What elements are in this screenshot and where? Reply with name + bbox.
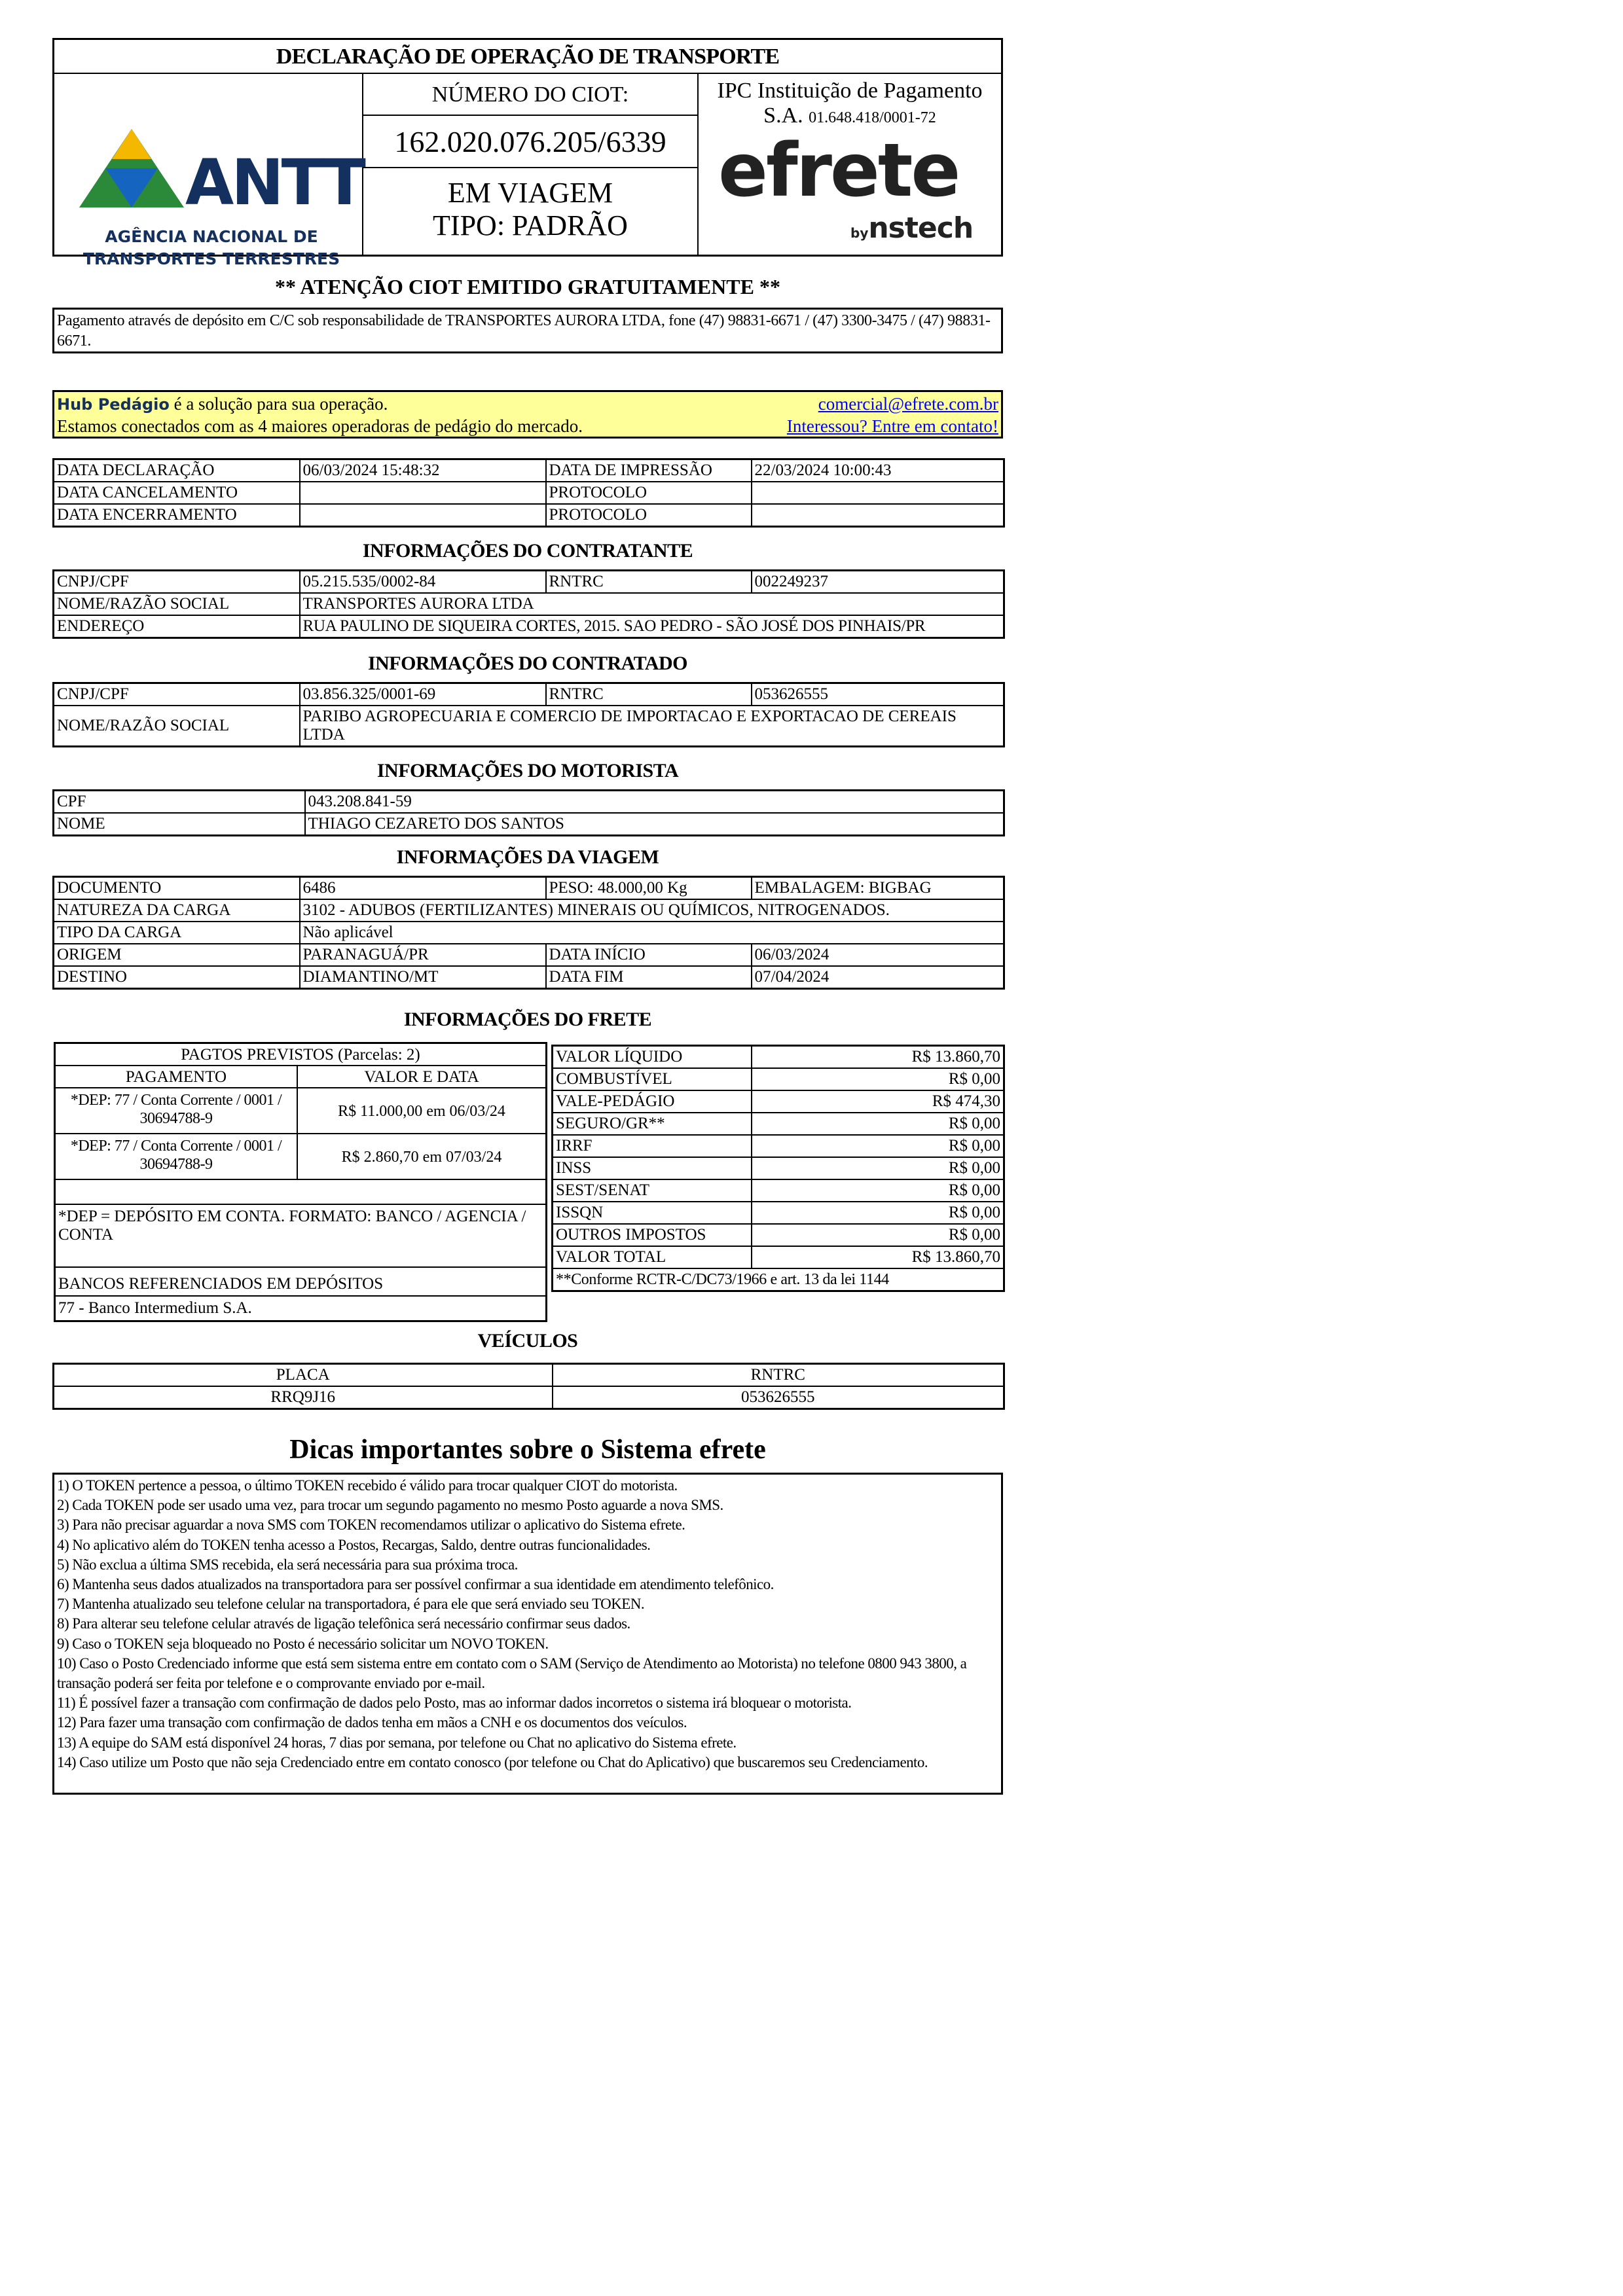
banner-bold: Hub Pedágio	[57, 395, 170, 414]
antt-logo-text: ANTT	[185, 146, 363, 219]
table-row	[553, 1157, 1004, 1179]
nstech-name: nstech	[868, 211, 974, 245]
endereco-value: RUA PAULINO DE SIQUEIRA CORTES, 2015. SAO PEDRO - SÃO JOSÉ DOS PINHAIS/PR	[300, 615, 1004, 638]
banner-contact-link[interactable]: Interessou? Entre em contato!	[786, 416, 998, 436]
contratante-table	[52, 569, 1005, 639]
section-viagem: INFORMAÇÕES DA VIAGEM	[396, 846, 659, 868]
valor-value: R$ 0,00	[752, 1202, 1004, 1224]
table-row	[54, 877, 1004, 900]
table-row	[553, 1113, 1004, 1135]
pagto-1-pagamento: *DEP: 77 / Conta Corrente / 0001 / 30694788-9	[56, 1088, 298, 1134]
rntrc-label: RNTRC	[546, 683, 752, 706]
peso-value: PESO: 48.000,00 Kg	[546, 877, 752, 900]
endereco-label: ENDEREÇO	[54, 615, 300, 638]
protocolo-label: PROTOCOLO	[546, 504, 752, 527]
dica-item: 9) Caso o TOKEN seja bloqueado no Posto é necessário solicitar um NOVO TOKEN.	[57, 1635, 549, 1652]
valor-label: ISSQN	[553, 1202, 752, 1224]
pagto-2-valor: R$ 2.860,70 em 07/03/24	[298, 1134, 545, 1180]
dica-item: 12) Para fazer uma transação com confirmação de dados tenha em mãos a CNH e os documentos dos veículos.	[57, 1714, 687, 1731]
valor-value: R$ 13.860,70	[752, 1046, 1004, 1069]
rntrc-value: 002249237	[752, 571, 1004, 594]
table-row	[54, 504, 1004, 527]
cpf-label: CPF	[54, 791, 305, 814]
valores-table	[551, 1045, 1005, 1292]
table-row	[553, 1135, 1004, 1157]
valor-label: VALOR TOTAL	[553, 1246, 752, 1268]
nome-label: NOME	[54, 813, 305, 836]
origem-value: PARANAGUÁ/PR	[300, 944, 546, 966]
table-row	[54, 966, 1004, 989]
data-inicio-value: 06/03/2024	[752, 944, 1004, 966]
dica-item: 5) Não exclua a última SMS recebida, ela será necessária para sua próxima troca.	[57, 1556, 518, 1573]
table-row	[54, 615, 1004, 638]
table-row	[553, 1068, 1004, 1090]
protocolo-label: PROTOCOLO	[546, 482, 752, 504]
dica-item: 1) O TOKEN pertence a pessoa, o último TOKEN recebido é válido para trocar qualquer CIOT do motorista.	[57, 1477, 678, 1494]
data-inicio-label: DATA INÍCIO	[546, 944, 752, 966]
impressao-value: 22/03/2024 10:00:43	[752, 459, 1004, 482]
nstech-by: by	[850, 225, 869, 241]
dica-item: 11) É possível fazer a transação com confirmação de dados pelo Posto, mas ao informar dados incorretos o sistema irá bloquear o motorista.	[57, 1695, 852, 1712]
pagtos-col-pagamento: PAGAMENTO	[56, 1066, 298, 1088]
data-fim-value: 07/04/2024	[752, 966, 1004, 989]
cnpj-label: CNPJ/CPF	[54, 683, 300, 706]
ciot-label: NÚMERO DO CIOT:	[363, 74, 697, 116]
dica-item: 2) Cada TOKEN pode ser usado uma vez, para trocar um segundo pagamento no mesmo Posto aguarde a nova SMS.	[57, 1497, 723, 1514]
table-row	[54, 683, 1004, 706]
table-row	[54, 899, 1004, 922]
dep-note: *DEP = DEPÓSITO EM CONTA. FORMATO: BANCO / AGENCIA / CONTA	[56, 1205, 545, 1268]
impressao-label: DATA DE IMPRESSÃO	[546, 459, 752, 482]
ipc-cnpj: 01.648.418/0001-72	[809, 109, 936, 126]
banner-line1-rest: é a solução para sua operação.	[169, 394, 388, 414]
table-row	[553, 1179, 1004, 1202]
ipc-line1: IPC Instituição de Pagamento	[717, 79, 983, 103]
section-veiculos: VEÍCULOS	[477, 1330, 578, 1352]
attention-text: ** ATENÇÃO CIOT EMITIDO GRATUITAMENTE **	[275, 275, 780, 298]
valor-label: SEST/SENAT	[553, 1179, 752, 1202]
dicas-title: Dicas importantes sobre o Sistema efrete	[289, 1435, 766, 1465]
valor-value: R$ 0,00	[752, 1135, 1004, 1157]
documento-label: DOCUMENTO	[54, 877, 300, 900]
rntrc-label: RNTRC	[546, 571, 752, 594]
dica-item: 13) A equipe do SAM está disponível 24 horas, 7 dias por semana, por telefone ou Chat no aplicativo do Sistema efrete.	[57, 1734, 737, 1751]
valor-value: R$ 0,00	[752, 1157, 1004, 1179]
natureza-label: NATUREZA DA CARGA	[54, 899, 300, 922]
valor-label: OUTROS IMPOSTOS	[553, 1224, 752, 1246]
ipc-sa: S.A.	[763, 103, 803, 128]
pagtos-col-valor: VALOR E DATA	[298, 1066, 545, 1088]
dica-item: 10) Caso o Posto Credenciado informe que está sem sistema entre em contato com o SAM (Serviço de Atendimento ao Motorista) no telefone 0800 943 3800, a transação poderá ser feita por telefone e o comprovante enviado por e-mail.	[57, 1655, 967, 1692]
rntrc-value: 053626555	[553, 1386, 1004, 1409]
ciot-tipo: TIPO: PADRÃO	[433, 209, 628, 242]
col-rntrc: RNTRC	[553, 1364, 1004, 1387]
natureza-value: 3102 - ADUBOS (FERTILIZANTES) MINERAIS OU QUÍMICOS, NITROGENADOS.	[300, 899, 1004, 922]
table-row	[54, 944, 1004, 966]
cancelamento-label: DATA CANCELAMENTO	[54, 482, 300, 504]
viagem-table	[52, 876, 1005, 990]
protocolo-value	[752, 504, 1004, 527]
pagtos-title: PAGTOS PREVISTOS (Parcelas: 2)	[56, 1044, 545, 1066]
antt-triangle-icon	[79, 129, 184, 207]
banner-line1	[57, 393, 388, 416]
table-row	[553, 1246, 1004, 1268]
ciot-number: 162.020.076.205/6339	[363, 116, 697, 168]
contratado-table	[52, 682, 1005, 747]
destino-value: DIAMANTINO/MT	[300, 966, 546, 989]
cnpj-value: 05.215.535/0002-84	[300, 571, 546, 594]
rntrc-value: 053626555	[752, 683, 1004, 706]
valor-label: VALOR LÍQUIDO	[553, 1046, 752, 1069]
dica-item: 14) Caso utilize um Posto que não seja Credenciado entre em contato conosco (por telefone ou Chat do Aplicativo) que buscaremos seu Credenciamento.	[57, 1753, 928, 1770]
table-row	[54, 1364, 1004, 1387]
placa-value: RRQ9J16	[54, 1386, 553, 1409]
table-row	[553, 1202, 1004, 1224]
section-motorista: INFORMAÇÕES DO MOTORISTA	[376, 760, 679, 781]
table-row	[54, 791, 1004, 814]
dica-item: 8) Para alterar seu telefone celular através de ligação telefônica será necessário confirmar seus dados.	[57, 1615, 630, 1632]
table-row	[54, 813, 1004, 836]
valor-label: IRRF	[553, 1135, 752, 1157]
pagtos-box	[54, 1042, 547, 1322]
destino-label: DESTINO	[54, 966, 300, 989]
dates-table	[52, 458, 1005, 528]
banner-email-link[interactable]: comercial@efrete.com.br	[818, 394, 998, 414]
bancos-title: BANCOS REFERENCIADOS EM DEPÓSITOS	[56, 1268, 545, 1297]
declaracao-value: 06/03/2024 15:48:32	[300, 459, 546, 482]
ciot-status: EM VIAGEM	[447, 177, 613, 209]
embalagem-value: EMBALAGEM: BIGBAG	[752, 877, 1004, 900]
section-frete: INFORMAÇÕES DO FRETE	[403, 1009, 652, 1030]
declaracao-label: DATA DECLARAÇÃO	[54, 459, 300, 482]
efrete-logo: efrete	[718, 128, 959, 213]
encerramento-value	[300, 504, 546, 527]
antt-subtitle-line2: TRANSPORTES TERRESTRES	[82, 249, 340, 268]
tipo-value: Não aplicável	[300, 922, 1004, 944]
table-row	[54, 593, 1004, 615]
nome-value: PARIBO AGROPECUARIA E COMERCIO DE IMPORTACAO E EXPORTACAO DE CEREAIS LTDA	[300, 706, 1004, 747]
dica-item: 7) Mantenha atualizado seu telefone celular na transportadora, é para ele que será enviado seu TOKEN.	[57, 1596, 645, 1613]
hub-pedagio-banner	[52, 390, 1003, 439]
table-row	[54, 1386, 1004, 1409]
nome-value: THIAGO CEZARETO DOS SANTOS	[305, 813, 1004, 836]
section-contratante: INFORMAÇÕES DO CONTRATANTE	[362, 540, 693, 562]
valor-value: R$ 0,00	[752, 1113, 1004, 1135]
table-row	[553, 1224, 1004, 1246]
pagtos-spacer	[56, 1180, 545, 1205]
table-row	[553, 1268, 1004, 1291]
tipo-label: TIPO DA CARGA	[54, 922, 300, 944]
nome-label: NOME/RAZÃO SOCIAL	[54, 706, 300, 747]
data-fim-label: DATA FIM	[546, 966, 752, 989]
nome-label: NOME/RAZÃO SOCIAL	[54, 593, 300, 615]
protocolo-value	[752, 482, 1004, 504]
cancelamento-value	[300, 482, 546, 504]
table-row	[553, 1046, 1004, 1069]
table-row	[54, 459, 1004, 482]
dica-item: 3) Para não precisar aguardar a nova SMS com TOKEN recomendamos utilizar o aplicativo do Sistema efrete.	[57, 1516, 685, 1534]
dica-item: 4) No aplicativo além do TOKEN tenha acesso a Postos, Recargas, Saldo, dentre outras funcionalidades.	[57, 1536, 651, 1553]
payment-note: Pagamento através de depósito em C/C sob responsabilidade de TRANSPORTES AURORA LTDA, fone (47) 98831-6671 / (47) 3300-3475 / (47) 98831-6671.	[52, 308, 1003, 353]
pagto-2-pagamento: *DEP: 77 / Conta Corrente / 0001 / 30694788-9	[56, 1134, 298, 1180]
header-box	[52, 38, 1003, 268]
valor-label: INSS	[553, 1157, 752, 1179]
section-contratado: INFORMAÇÕES DO CONTRATADO	[367, 653, 688, 674]
frete-footnote: **Conforme RCTR-C/DC73/1966 e art. 13 da lei 1144	[553, 1268, 1004, 1291]
nome-value: TRANSPORTES AURORA LTDA	[300, 593, 1004, 615]
valor-value: R$ 13.860,70	[752, 1246, 1004, 1268]
banco-value: 77 - Banco Intermedium S.A.	[58, 1299, 252, 1317]
cnpj-label: CNPJ/CPF	[54, 571, 300, 594]
valor-value: R$ 474,30	[752, 1090, 1004, 1113]
document-title: DECLARAÇÃO DE OPERAÇÃO DE TRANSPORTE	[54, 40, 1001, 74]
antt-subtitle-line1: AGÊNCIA NACIONAL DE	[105, 227, 318, 246]
table-row	[54, 922, 1004, 944]
col-placa: PLACA	[54, 1364, 553, 1387]
documento-value: 6486	[300, 877, 546, 900]
valor-value: R$ 0,00	[752, 1068, 1004, 1090]
valor-label: SEGURO/GR**	[553, 1113, 752, 1135]
cnpj-value: 03.856.325/0001-69	[300, 683, 546, 706]
efrete-cell	[699, 74, 1001, 255]
dicas-box	[52, 1473, 1003, 1795]
valor-value: R$ 0,00	[752, 1224, 1004, 1246]
motorista-table	[52, 789, 1005, 836]
antt-logo	[54, 74, 363, 268]
ipc-line2	[699, 103, 1001, 131]
table-row	[54, 571, 1004, 594]
valor-value: R$ 0,00	[752, 1179, 1004, 1202]
nstech-logo	[850, 211, 973, 245]
banner-line2: Estamos conectados com as 4 maiores operadoras de pedágio do mercado.	[57, 416, 583, 436]
pagto-1-valor: R$ 11.000,00 em 06/03/24	[298, 1088, 545, 1134]
cpf-value: 043.208.841-59	[305, 791, 1004, 814]
table-row	[54, 706, 1004, 747]
veiculos-table	[52, 1363, 1005, 1410]
valor-label: COMBUSTÍVEL	[553, 1068, 752, 1090]
ciot-cell	[363, 74, 699, 255]
table-row	[553, 1090, 1004, 1113]
dica-item: 6) Mantenha seus dados atualizados na transportadora para ser possível confirmar a sua identidade em atendimento telefônico.	[57, 1576, 774, 1593]
origem-label: ORIGEM	[54, 944, 300, 966]
encerramento-label: DATA ENCERRAMENTO	[54, 504, 300, 527]
table-row	[54, 482, 1004, 504]
valor-label: VALE-PEDÁGIO	[553, 1090, 752, 1113]
